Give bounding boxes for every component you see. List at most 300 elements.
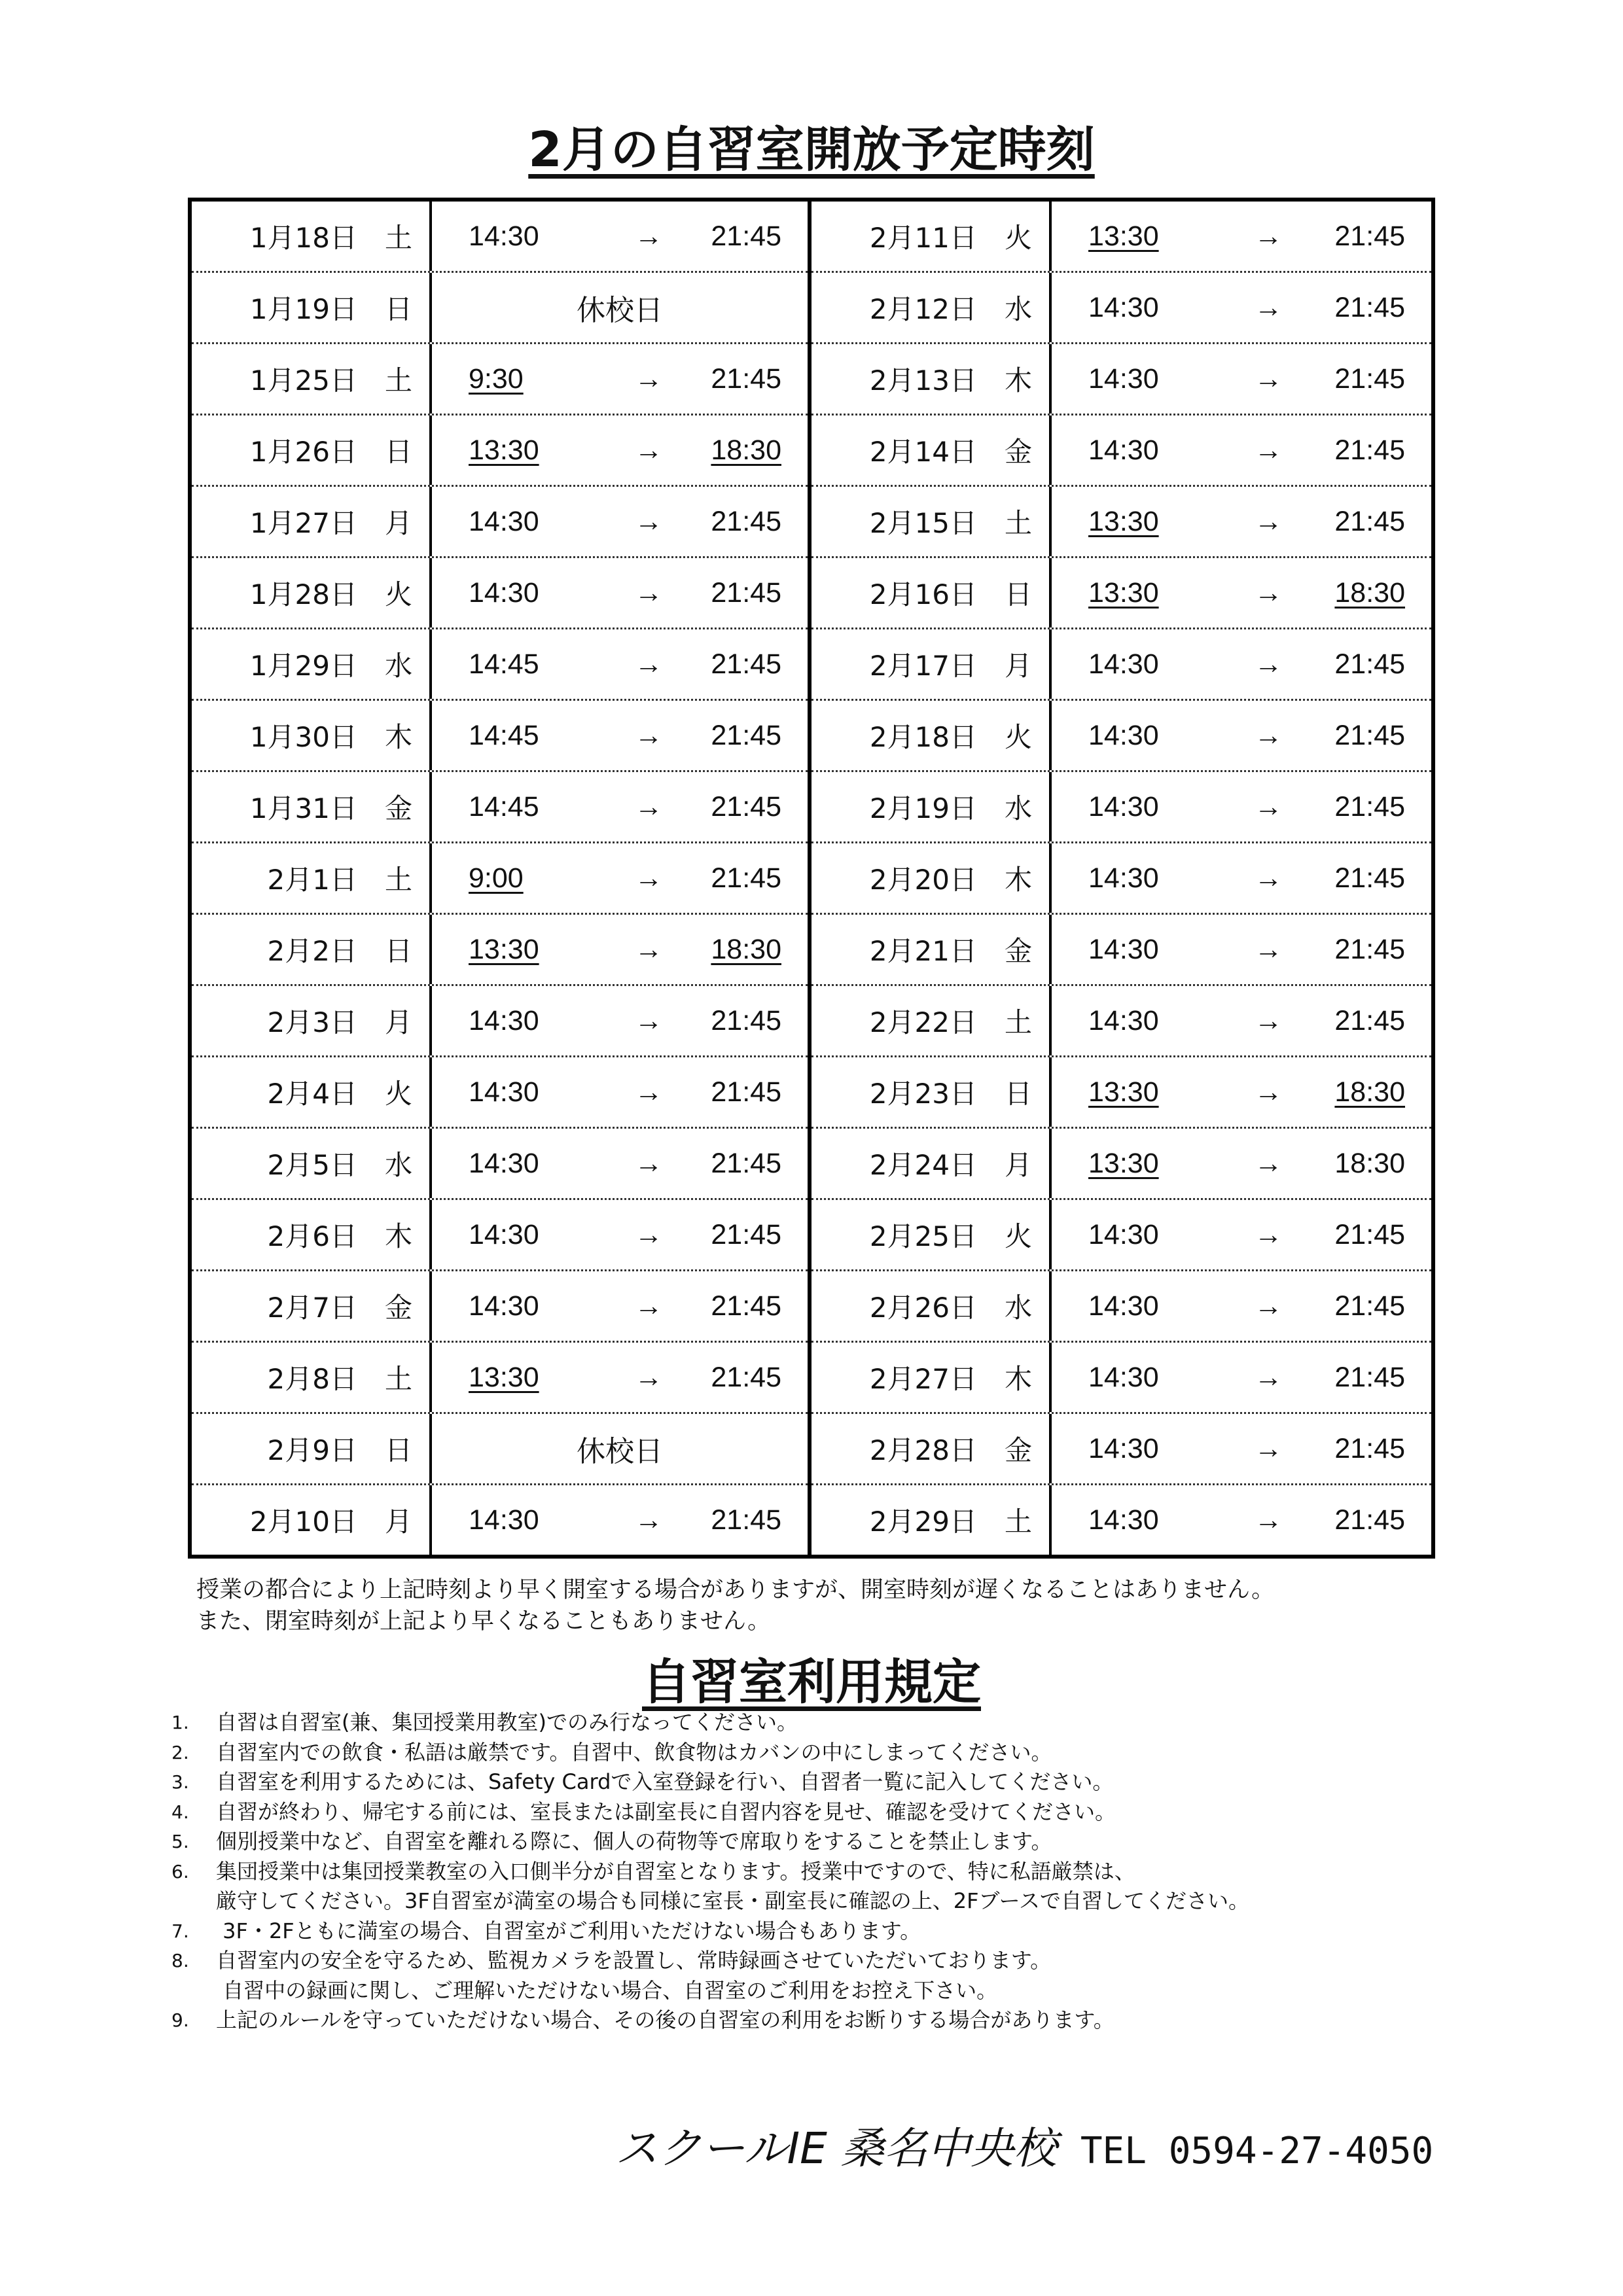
schedule-row	[812, 1414, 1431, 1485]
close-time-cell	[1317, 1219, 1405, 1251]
schedule-date-cell	[192, 915, 432, 984]
open-time: 14:30	[469, 1004, 539, 1036]
rule-text: 個別授業中など、自習室を離れる際に、個人の荷物等で席取りをすることを禁止します。	[216, 1829, 1052, 1854]
close-time: 18:30	[711, 434, 781, 466]
schedule-time-cell	[432, 1148, 808, 1180]
schedule-weekday: 日	[384, 1434, 412, 1466]
schedule-time-cell	[432, 1076, 808, 1108]
close-time-cell	[1317, 648, 1405, 680]
close-time: 21:45	[1334, 505, 1405, 537]
school-name: スクールIE 桑名中央校	[615, 2123, 1057, 2174]
arrow-icon: →	[1254, 862, 1283, 894]
schedule-time-cell	[1052, 720, 1431, 752]
arrow-icon: →	[634, 1218, 663, 1250]
schedule-date: 2月28日	[869, 1434, 977, 1466]
schedule-weekday: 金	[384, 792, 412, 824]
open-time: 14:45	[469, 648, 539, 680]
schedule-weekday: 月	[1004, 1149, 1032, 1181]
rule-item	[171, 1976, 1249, 2006]
arrow-icon: →	[634, 862, 663, 894]
close-time: 21:45	[1334, 648, 1405, 680]
rule-text: 厳守してください。3F自習室が満室の場合も同様に室長・副室長に確認の上、2Fブースで自習してください。	[216, 1888, 1249, 1913]
rule-number: 3.	[171, 1771, 189, 1793]
close-time: 21:45	[711, 1361, 781, 1393]
schedule-weekday: 日	[1004, 578, 1032, 610]
rule-item	[171, 1916, 1249, 1947]
open-time: 14:30	[1088, 1361, 1159, 1393]
schedule-time-cell	[1052, 1290, 1431, 1322]
schedule-date: 2月20日	[869, 864, 977, 896]
schedule-date: 1月18日	[249, 222, 357, 254]
schedule-table	[188, 198, 1435, 1559]
close-time: 21:45	[1334, 1361, 1405, 1393]
schedule-date: 2月14日	[869, 436, 977, 468]
schedule-date: 1月31日	[249, 792, 357, 824]
schedule-time-cell	[1052, 1433, 1431, 1465]
schedule-date-cell	[812, 487, 1052, 556]
open-time: 14:30	[1088, 1218, 1159, 1250]
schedule-row	[192, 1129, 808, 1200]
close-time-cell	[1317, 1148, 1405, 1180]
close-time-cell	[1317, 720, 1405, 752]
close-time: 21:45	[711, 505, 781, 537]
schedule-time-cell	[1052, 1148, 1431, 1180]
arrow-icon: →	[634, 1147, 663, 1179]
close-time: 21:45	[711, 719, 781, 751]
close-time-cell	[1317, 363, 1405, 395]
arrow-icon: →	[634, 1361, 663, 1393]
close-time-cell	[698, 1076, 781, 1108]
rule-text: 自習室内での飲食・私語は厳禁です。自習中、飲食物はカバンの中にしまってください。	[216, 1739, 1052, 1765]
schedule-date: 2月23日	[869, 1078, 977, 1110]
close-time: 21:45	[1334, 1504, 1405, 1536]
close-time: 21:45	[1334, 790, 1405, 822]
schedule-time-cell	[432, 1504, 808, 1536]
schedule-row	[192, 701, 808, 772]
rule-item	[171, 1708, 1249, 1738]
open-time: 14:30	[1088, 1432, 1159, 1464]
rule-number: 2.	[171, 1741, 189, 1763]
schedule-time-cell	[432, 862, 808, 894]
schedule-time-cell	[432, 1219, 808, 1251]
schedule-time-cell	[1052, 506, 1431, 538]
open-time: 14:30	[1088, 291, 1159, 323]
schedule-date-cell	[812, 202, 1052, 271]
schedule-date: 2月26日	[869, 1292, 977, 1324]
schedule-row	[812, 915, 1431, 986]
schedule-time-cell	[432, 434, 808, 467]
arrow-icon: →	[634, 1076, 663, 1108]
open-time: 13:30	[469, 933, 539, 965]
schedule-date-cell	[192, 487, 432, 556]
schedule-date-cell	[192, 1343, 432, 1412]
schedule-weekday: 火	[384, 1078, 412, 1110]
rule-item	[171, 1827, 1249, 1857]
schedule-weekday: 金	[384, 1292, 412, 1324]
schedule-date-cell	[192, 1057, 432, 1127]
schedule-row	[192, 843, 808, 915]
arrow-icon: →	[634, 1004, 663, 1036]
arrow-icon: →	[1254, 719, 1283, 751]
schedule-date-cell	[192, 344, 432, 414]
schedule-date-cell	[812, 629, 1052, 699]
schedule-date: 2月8日	[267, 1363, 357, 1395]
close-time: 21:45	[1334, 291, 1405, 323]
open-time: 14:30	[1088, 434, 1159, 466]
close-time: 21:45	[711, 1290, 781, 1322]
arrow-icon: →	[1254, 362, 1283, 395]
close-time-cell	[1317, 1504, 1405, 1536]
schedule-date-cell	[812, 843, 1052, 913]
schedule-weekday: 木	[384, 721, 412, 753]
open-time: 13:30	[1088, 1147, 1159, 1179]
arrow-icon: →	[634, 1290, 663, 1322]
schedule-row	[812, 1200, 1431, 1271]
close-time-cell	[1317, 506, 1405, 538]
schedule-date: 1月27日	[249, 507, 357, 539]
schedule-weekday: 土	[384, 864, 412, 896]
schedule-date: 1月26日	[249, 436, 357, 468]
close-time-cell	[698, 1362, 781, 1394]
schedule-row	[812, 487, 1431, 558]
arrow-icon: →	[634, 434, 663, 466]
schedule-weekday: 水	[1004, 293, 1032, 325]
schedule-date-cell	[192, 1271, 432, 1341]
arrow-icon: →	[634, 220, 663, 252]
schedule-weekday: 木	[1004, 1363, 1032, 1395]
close-time-cell	[1317, 791, 1405, 823]
open-time: 14:30	[469, 1147, 539, 1179]
schedule-weekday: 土	[1004, 1506, 1032, 1538]
close-time: 21:45	[1334, 1432, 1405, 1464]
close-time: 21:45	[1334, 434, 1405, 466]
schedule-date-cell	[192, 629, 432, 699]
school-closed-label: 休校日	[577, 1435, 663, 1468]
school-phone: TEL 0594-27-4050	[1080, 2130, 1434, 2172]
open-time: 14:30	[469, 1290, 539, 1322]
schedule-weekday: 火	[384, 578, 412, 610]
schedule-row	[812, 701, 1431, 772]
schedule-date: 2月6日	[267, 1220, 357, 1252]
schedule-time-cell	[432, 1005, 808, 1037]
close-time-cell	[1317, 1362, 1405, 1394]
open-time: 13:30	[1088, 505, 1159, 537]
schedule-weekday: 月	[384, 1506, 412, 1538]
close-time: 21:45	[1334, 933, 1405, 965]
open-time: 13:30	[1088, 1076, 1159, 1108]
open-time: 14:30	[469, 220, 539, 252]
rules-title: 自習室利用規定	[642, 1654, 981, 1710]
schedule-weekday: 日	[384, 935, 412, 967]
open-time: 13:30	[1088, 576, 1159, 609]
close-time: 21:45	[711, 862, 781, 894]
schedule-date-cell	[192, 843, 432, 913]
schedule-date: 2月10日	[249, 1506, 357, 1538]
schedule-time-cell	[432, 720, 808, 752]
arrow-icon: →	[1254, 1504, 1283, 1536]
close-time: 21:45	[711, 576, 781, 609]
schedule-time-cell	[1052, 1076, 1431, 1108]
page-title: 2月の自習室開放予定時刻	[528, 122, 1095, 178]
rule-item	[171, 1797, 1249, 1828]
close-time: 21:45	[1334, 1004, 1405, 1036]
open-time: 14:30	[1088, 1004, 1159, 1036]
schedule-date: 1月28日	[249, 578, 357, 610]
schedule-row	[812, 1343, 1431, 1414]
rule-number: 9.	[171, 2009, 189, 2031]
open-time: 13:30	[1088, 220, 1159, 252]
close-time: 18:30	[711, 933, 781, 965]
schedule-weekday: 土	[384, 364, 412, 397]
schedule-time-cell	[432, 221, 808, 253]
schedule-date: 1月30日	[249, 721, 357, 753]
schedule-weekday: 火	[1004, 1220, 1032, 1252]
schedule-weekday: 火	[1004, 222, 1032, 254]
schedule-row	[812, 1485, 1431, 1555]
schedule-date: 2月25日	[869, 1220, 977, 1252]
schedule-time-cell	[432, 791, 808, 823]
schedule-time-cell	[1052, 791, 1431, 823]
schedule-date: 2月21日	[869, 935, 977, 967]
arrow-icon: →	[1254, 1218, 1283, 1250]
schedule-row	[192, 558, 808, 629]
schedule-weekday: 金	[1004, 1434, 1032, 1466]
open-time: 14:30	[1088, 1504, 1159, 1536]
schedule-date: 2月3日	[267, 1006, 357, 1038]
close-time-cell	[698, 791, 781, 823]
schedule-time-cell	[432, 363, 808, 395]
schedule-row	[812, 415, 1431, 487]
rule-item	[171, 1946, 1249, 1976]
open-time: 14:30	[469, 1218, 539, 1250]
schedule-date-cell	[192, 701, 432, 770]
schedule-row	[192, 273, 808, 344]
schedule-date-cell	[812, 344, 1052, 414]
schedule-time-cell	[1052, 1504, 1431, 1536]
schedule-time-cell	[1052, 1362, 1431, 1394]
schedule-date-cell	[812, 915, 1052, 984]
schedule-date-cell	[192, 558, 432, 627]
schedule-date: 2月16日	[869, 578, 977, 610]
schedule-column-left	[192, 202, 812, 1555]
schedule-date: 1月19日	[249, 293, 357, 325]
schedule-row	[192, 415, 808, 487]
close-time: 21:45	[1334, 362, 1405, 395]
rule-number: 1.	[171, 1712, 189, 1733]
open-time: 13:30	[469, 434, 539, 466]
schedule-date-cell	[812, 1057, 1052, 1127]
schedule-date-cell	[192, 772, 432, 841]
close-time: 21:45	[711, 1076, 781, 1108]
schedule-date-cell	[812, 1414, 1052, 1483]
rule-text: 自習室を利用するためには、Safety Cardで入室登録を行い、自習者一覧に記入してください。	[216, 1769, 1114, 1794]
close-time: 21:45	[711, 790, 781, 822]
schedule-row	[192, 1200, 808, 1271]
arrow-icon: →	[1254, 291, 1283, 323]
schedule-weekday: 月	[1004, 650, 1032, 682]
schedule-date-cell	[812, 986, 1052, 1055]
rule-item	[171, 1886, 1249, 1916]
schedule-date: 1月29日	[249, 650, 357, 682]
schedule-weekday: 水	[384, 650, 412, 682]
schedule-row	[812, 772, 1431, 843]
schedule-row	[192, 986, 808, 1057]
schedule-weekday: 金	[1004, 935, 1032, 967]
close-time-cell	[698, 648, 781, 680]
schedule-date: 2月27日	[869, 1363, 977, 1395]
schedule-date: 2月11日	[869, 222, 977, 254]
rule-text: 自習は自習室(兼、集団授業用教室)でのみ行なってください。	[216, 1710, 798, 1735]
close-time: 21:45	[1334, 220, 1405, 252]
rule-item	[171, 1767, 1249, 1797]
rule-number: 8.	[171, 1950, 189, 1971]
schedule-date: 2月18日	[869, 721, 977, 753]
schedule-date: 1月25日	[249, 364, 357, 397]
schedule-time-cell	[432, 1362, 808, 1394]
close-time-cell	[698, 1005, 781, 1037]
schedule-row	[812, 1271, 1431, 1343]
arrow-icon: →	[1254, 1290, 1283, 1322]
schedule-note-1: 授業の都合により上記時刻より早く開室する場合がありますが、開室時刻が遅くなることはありません。	[196, 1577, 1275, 1603]
close-time: 21:45	[711, 648, 781, 680]
rule-item	[171, 2005, 1249, 2036]
open-time: 14:30	[1088, 862, 1159, 894]
schedule-date-cell	[192, 1414, 432, 1483]
schedule-time-cell	[432, 648, 808, 680]
school-closed-label: 休校日	[577, 294, 663, 327]
schedule-row	[812, 344, 1431, 415]
schedule-date-cell	[192, 415, 432, 485]
close-time: 21:45	[711, 220, 781, 252]
close-time: 21:45	[711, 362, 781, 395]
schedule-row	[192, 772, 808, 843]
schedule-date: 2月19日	[869, 792, 977, 824]
schedule-date: 2月13日	[869, 364, 977, 397]
close-time: 21:45	[1334, 1218, 1405, 1250]
schedule-row	[192, 1343, 808, 1414]
close-time-cell	[698, 720, 781, 752]
schedule-weekday: 金	[1004, 436, 1032, 468]
rule-text: 上記のルールを守っていただけない場合、その後の自習室の利用をお断りする場合があります。	[216, 2007, 1115, 2032]
arrow-icon: →	[634, 933, 663, 965]
close-time-cell	[698, 1148, 781, 1180]
open-time: 14:30	[469, 576, 539, 609]
rule-number: 4.	[171, 1801, 189, 1823]
close-time-cell	[1317, 1076, 1405, 1108]
arrow-icon: →	[1254, 505, 1283, 537]
arrow-icon: →	[1254, 648, 1283, 680]
close-time-cell	[1317, 577, 1405, 609]
schedule-date-cell	[812, 415, 1052, 485]
schedule-time-cell	[432, 506, 808, 538]
open-time: 14:30	[1088, 719, 1159, 751]
close-time-cell	[1317, 1005, 1405, 1037]
schedule-row	[812, 1057, 1431, 1129]
schedule-time-cell	[1052, 434, 1431, 467]
schedule-time-cell	[1052, 577, 1431, 609]
schedule-weekday: 日	[1004, 1078, 1032, 1110]
arrow-icon: →	[634, 790, 663, 822]
rule-item	[171, 1738, 1249, 1768]
open-time: 9:00	[469, 862, 524, 894]
schedule-weekday: 水	[384, 1149, 412, 1181]
schedule-time-cell	[1052, 1005, 1431, 1037]
close-time: 21:45	[1334, 719, 1405, 751]
schedule-date-cell	[192, 1200, 432, 1269]
schedule-date: 2月5日	[267, 1149, 357, 1181]
schedule-date: 2月12日	[869, 293, 977, 325]
open-time: 14:30	[1088, 648, 1159, 680]
schedule-row	[192, 1057, 808, 1129]
schedule-weekday: 木	[1004, 364, 1032, 397]
close-time-cell	[1317, 1290, 1405, 1322]
schedule-time-cell	[432, 934, 808, 966]
arrow-icon: →	[1254, 1147, 1283, 1179]
schedule-weekday: 日	[384, 436, 412, 468]
schedule-time-cell	[432, 577, 808, 609]
rule-number	[171, 1976, 216, 2006]
close-time-cell	[1317, 292, 1405, 324]
footer	[615, 2113, 1433, 2176]
schedule-date: 2月24日	[869, 1149, 977, 1181]
arrow-icon: →	[634, 648, 663, 680]
open-time: 14:30	[469, 1504, 539, 1536]
schedule-date: 2月9日	[267, 1434, 357, 1466]
arrow-icon: →	[1254, 220, 1283, 252]
close-time: 18:30	[1334, 1076, 1405, 1108]
schedule-date: 2月2日	[267, 935, 357, 967]
schedule-date-cell	[812, 558, 1052, 627]
schedule-row	[192, 1485, 808, 1555]
close-time: 21:45	[1334, 862, 1405, 894]
schedule-row	[812, 558, 1431, 629]
arrow-icon: →	[634, 362, 663, 395]
schedule-date: 2月22日	[869, 1006, 977, 1038]
close-time-cell	[1317, 221, 1405, 253]
close-time: 18:30	[1334, 576, 1405, 609]
schedule-date: 2月29日	[869, 1506, 977, 1538]
arrow-icon: →	[634, 505, 663, 537]
close-time: 21:45	[711, 1504, 781, 1536]
close-time: 21:45	[711, 1218, 781, 1250]
arrow-icon: →	[1254, 1004, 1283, 1036]
close-time-cell	[698, 434, 781, 467]
schedule-weekday: 土	[1004, 1006, 1032, 1038]
schedule-weekday: 土	[384, 1363, 412, 1395]
arrow-icon: →	[634, 719, 663, 751]
schedule-date-cell	[812, 273, 1052, 342]
close-time-cell	[698, 1504, 781, 1536]
schedule-date-cell	[192, 986, 432, 1055]
schedule-date-cell	[192, 1129, 432, 1198]
open-time: 14:30	[1088, 790, 1159, 822]
arrow-icon: →	[1254, 790, 1283, 822]
schedule-weekday: 土	[1004, 507, 1032, 539]
schedule-date: 2月7日	[267, 1292, 357, 1324]
close-time-cell	[1317, 862, 1405, 894]
schedule-date-cell	[812, 772, 1052, 841]
rule-text: 集団授業中は集団授業教室の入口側半分が自習室となります。授業中ですので、特に私語厳禁は、	[216, 1858, 1135, 1884]
close-time-cell	[698, 577, 781, 609]
schedule-row	[192, 629, 808, 701]
schedule-time-cell	[1052, 862, 1431, 894]
rule-number: 6.	[171, 1860, 189, 1882]
schedule-date-cell	[812, 1485, 1052, 1555]
open-time: 14:30	[469, 1076, 539, 1108]
rule-text: 自習中の録画に関し、ご理解いただけない場合、自習室のご利用をお控え下さい。	[216, 1977, 998, 2003]
close-time-cell	[698, 934, 781, 966]
rule-number: 5.	[171, 1831, 189, 1852]
